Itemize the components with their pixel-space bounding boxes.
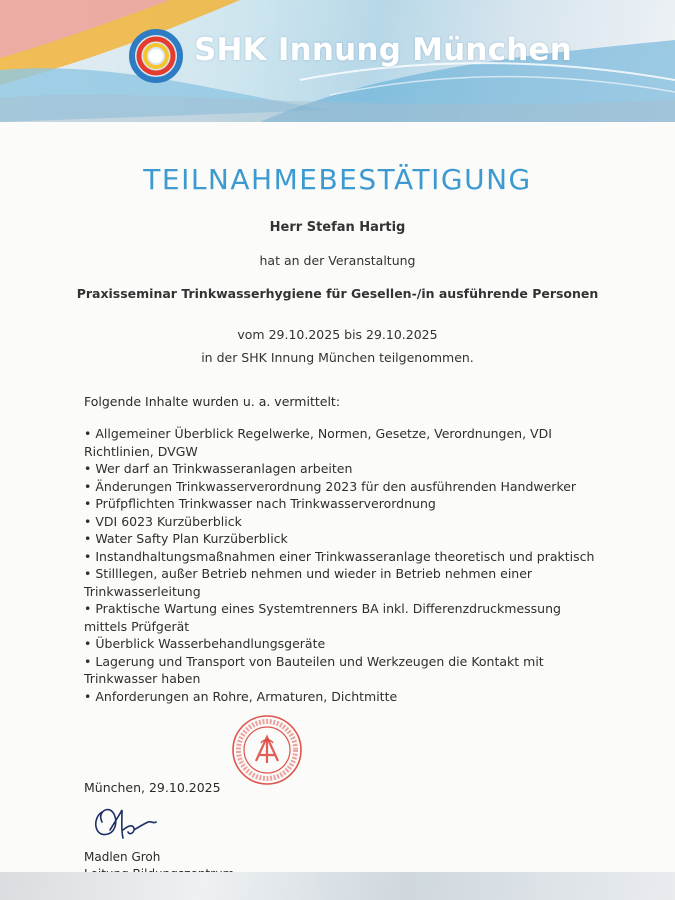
signature bbox=[88, 800, 168, 848]
list-item: • Überblick Wasserbehandlungsgeräte bbox=[84, 635, 599, 653]
list-item: • Stilllegen, außer Betrieb nehmen und wieder in Betrieb nehmen einer Trinkwasserleitung bbox=[84, 565, 599, 600]
signer-name: Madlen Groh bbox=[84, 850, 161, 864]
course-dates: vom 29.10.2025 bis 29.10.2025 bbox=[237, 327, 438, 342]
list-item: • Praktische Wartung eines Systemtrenners BA inkl. Differenzdruckmessung mittels Prüfgerät bbox=[84, 600, 599, 635]
brand-name: SHK Innung München bbox=[194, 32, 573, 68]
list-item: • Allgemeiner Überblick Regelwerke, Normen, Gesetze, Verordnungen, VDI Richtlinien, DVGW bbox=[84, 425, 599, 460]
place-and-date: München, 29.10.2025 bbox=[84, 780, 221, 795]
footer-band bbox=[0, 872, 675, 900]
course-place: in der SHK Innung München teilgenommen. bbox=[201, 350, 474, 365]
shk-ring-logo-icon bbox=[128, 28, 184, 84]
list-item: • Anforderungen an Rohre, Armaturen, Dichtmitte bbox=[84, 688, 599, 706]
list-item: • Water Safty Plan Kurzüberblick bbox=[84, 530, 599, 548]
contents-heading: Folgende Inhalte wurden u. a. vermittelt: bbox=[84, 394, 341, 409]
contents-list bbox=[84, 425, 599, 705]
list-item: • Änderungen Trinkwasserverordnung 2023 für den ausführenden Handwerker bbox=[84, 478, 599, 496]
list-item: • Lagerung und Transport von Bauteilen und Werkzeugen die Kontakt mit Trinkwasser haben bbox=[84, 653, 599, 688]
document-title: TEILNAHMEBESTÄTIGUNG bbox=[143, 163, 532, 196]
letterhead-banner bbox=[0, 0, 675, 122]
list-item: • Prüfpflichten Trinkwasser nach Trinkwasserverordnung bbox=[84, 495, 599, 513]
list-item: • VDI 6023 Kurzüberblick bbox=[84, 513, 599, 531]
guild-stamp-seal bbox=[230, 713, 304, 787]
course-title: Praxisseminar Trinkwasserhygiene für Gesellen-/in ausführende Personen bbox=[76, 286, 599, 301]
list-item: • Instandhaltungsmaßnahmen einer Trinkwasseranlage theoretisch und praktisch bbox=[84, 548, 599, 566]
intro-text: hat an der Veranstaltung bbox=[259, 253, 416, 268]
participant-name: Herr Stefan Hartig bbox=[269, 220, 406, 235]
list-item: • Wer darf an Trinkwasseranlagen arbeiten bbox=[84, 460, 599, 478]
